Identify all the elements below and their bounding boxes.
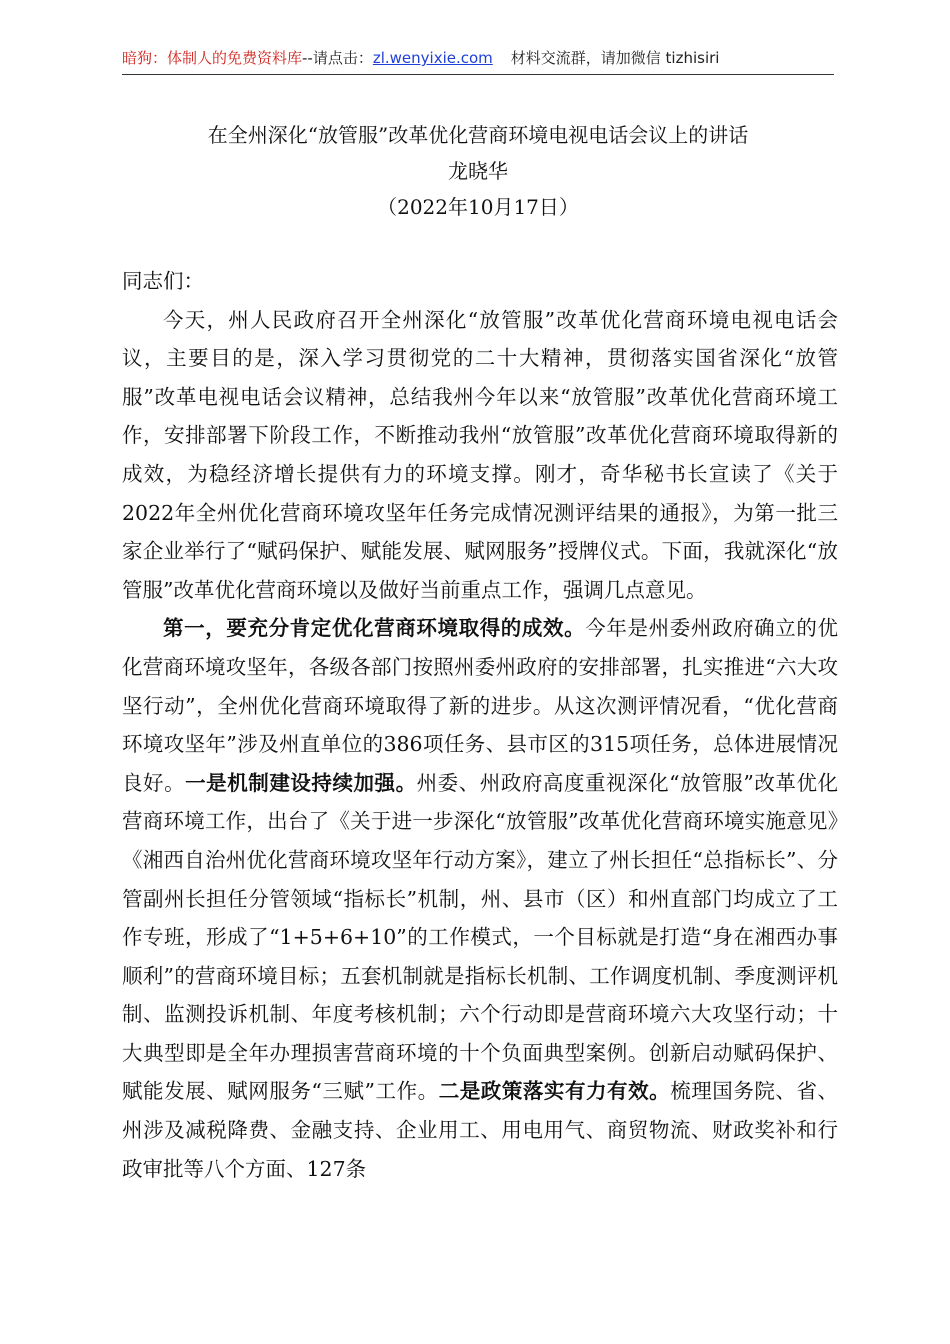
salutation: 同志们： [122, 269, 204, 293]
mechanism-heading: 一是机制建设持续加强。 [185, 770, 417, 795]
speech-body [122, 262, 838, 1188]
title-block [122, 117, 834, 225]
speech-author: 龙晓华 [448, 159, 508, 183]
header-prompt: --请点击： [302, 49, 373, 67]
header-group-note: 材料交流群，请加微信 tizhisiri [510, 49, 720, 67]
policy-text: 梳理国务院、省、州涉及减税降费、金融支持、企业用工、用电用气、商贸物流、财政奖补和行政审批等八个方面、127条 [122, 1079, 839, 1181]
header-link[interactable]: zl.wenyixie.com [372, 49, 493, 67]
speech-title: 在全州深化“放管服”改革优化营商环境电视电话会议上的讲话 [207, 123, 749, 147]
policy-heading: 二是政策落实有力有效。 [438, 1079, 671, 1104]
mechanism-text: 州委、州政府高度重视深化“放管服”改革优化营商环境工作，出台了《关于进一步深化“放管服”改革优化营商环境实施意见》《湘西自治州优化营商环境攻坚年行动方案》，建立了州长担任“总指标长”、分管副州长担任分管领域“指标长”机制，州、县市（区）和州直部门均成立了工作专班，形成了“1+5+6+10”的工作模式，一个目标就是打造“身在湘西办事顺利”的营商环境目标；五套机制就是指标长机制、工作调度机制、季度测评机制、监测投诉机制、年度考核机制；六个行动即是营商环境六大攻坚行动；十大典型即是全年办理损害营商环境的十个负面典型案例。创新启动赋码保护、赋能发展、赋网服务“三赋”工作。 [122, 770, 839, 1104]
first-point-text: 今年是州委州政府确立的优化营商环境攻坚年，各级各部门按照州委州政府的安排部署，扎实推进“六大攻坚行动”，全州优化营商环境取得了新的进步。从这次测评情况看，“优化营商环境攻坚年”涉及州直单位的386项任务、县市区的315项任务，总体进展情况良好。 [122, 616, 839, 795]
speech-date: （2022年10月17日） [377, 195, 579, 219]
page-header [122, 46, 834, 75]
paragraph-first-point [122, 609, 838, 1188]
header-brand: 暗狗：体制人的免费资料库 [122, 49, 303, 67]
paragraph-intro: 今天，州人民政府召开全州深化“放管服”改革优化营商环境电视电话会议，主要目的是，深入学习贯彻党的二十大精神，贯彻落实国省深化“放管服”改革电视电话会议精神，总结我州今年以来“放管服”改革优化营商环境工作，安排部署下阶段工作，不断推动我州“放管服”改革优化营商环境取得新的成效，为稳经济增长提供有力的环境支撑。刚才，奇华秘书长宣读了《关于2022年全州优化营商环境攻坚年任务完成情况测评结果的通报》，为第一批三家企业举行了“赋码保护、赋能发展、赋网服务”授牌仪式。下面，我就深化“放管服”改革优化营商环境以及做好当前重点工作，强调几点意见。 [122, 307, 838, 602]
first-point-heading: 第一，要充分肯定优化营商环境取得的成效。 [163, 616, 586, 641]
